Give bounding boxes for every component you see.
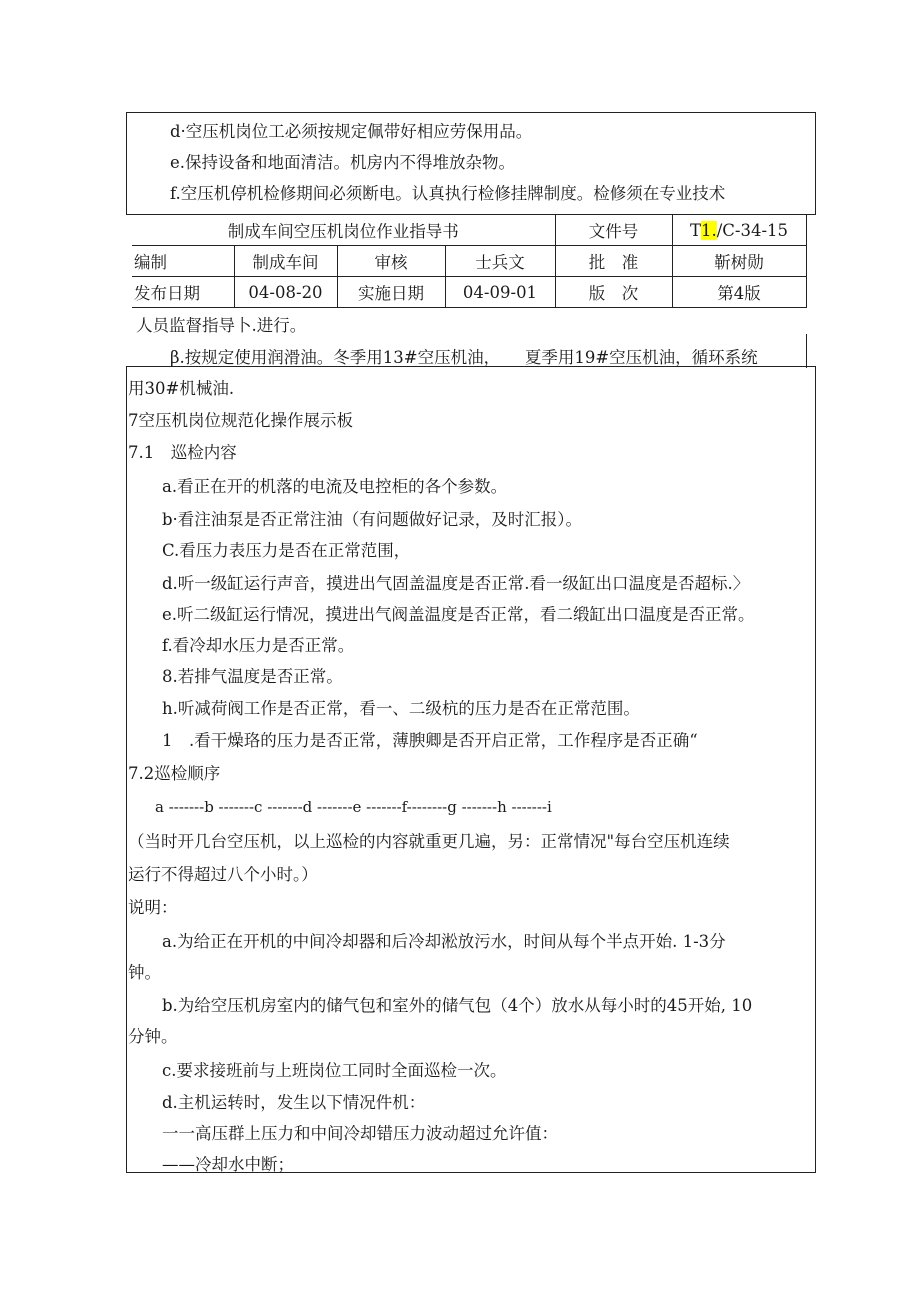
note-item-cont: 分钟。 bbox=[128, 1027, 178, 1046]
note-item: a.为给正在开机的中间冷却器和后冷却淞放污水，时间从每个半点开始. 1-3分 bbox=[162, 932, 726, 951]
value-reviewed: 士兵文 bbox=[445, 246, 555, 277]
note-item: b.为给空压机房室内的储气包和室外的储气包（4个）放水从每小时的45开始, 10 bbox=[162, 996, 753, 1015]
document-header-table bbox=[132, 214, 807, 308]
list-item: C.看压力表压力是否在正常范围， bbox=[162, 541, 411, 560]
label-effective-date: 实施日期 bbox=[337, 277, 445, 308]
list-item: f.看冷却水压力是否正常。 bbox=[162, 636, 355, 655]
continuation-line-2: β.按规定使用润滑油。冬季用13#空压机油， 夏季用19#空压机油，循环系统 bbox=[170, 348, 758, 367]
highlight-mark: 1. bbox=[700, 220, 717, 240]
notes-heading: 说明： bbox=[128, 898, 178, 917]
body-line: 运行不得超过八个小时。） bbox=[128, 865, 318, 884]
value-approved: 靳树勋 bbox=[672, 246, 806, 277]
list-item: 8.若排气温度是否正常。 bbox=[162, 667, 343, 686]
label-reviewed: 审核 bbox=[337, 246, 445, 277]
note-item: d.主机运转时，发生以下情况件机： bbox=[162, 1093, 426, 1112]
note-item: ——冷却水中断； bbox=[162, 1155, 294, 1174]
top-line-f: f.空压机停机检修期间必须断电。认真执行检修挂牌制度。检修须在专业技术 bbox=[170, 184, 726, 203]
value-version: 第4版 bbox=[672, 277, 806, 308]
list-item: b·看注油泵是否正常注油（有问题做好记录，及时汇报）。 bbox=[162, 510, 583, 529]
section-heading: 7空压机岗位规范化操作展示板 bbox=[128, 411, 353, 430]
note-item: c.要求接班前与上班岗位工同时全面巡检一次。 bbox=[162, 1061, 507, 1080]
divider bbox=[806, 334, 807, 368]
note-item-cont: 钟。 bbox=[128, 963, 161, 982]
body-line: （当时开几台空压机，以上巡检的内容就重更几遍，另：正常情况"每台空压机连续 bbox=[128, 832, 730, 851]
label-approved: 批 准 bbox=[555, 246, 672, 277]
value-prepared: 制成车间 bbox=[234, 246, 337, 277]
body-line: 用30#机械油. bbox=[128, 379, 235, 398]
top-line-d: d·空压机岗位工必须按规定佩带好相应劳保用品。 bbox=[170, 122, 533, 141]
note-item: 一一高压群上压力和中间冷却错压力波动超过允许值： bbox=[162, 1124, 558, 1143]
list-item: d.听一级缸运行声音，摸进出气固盖温度是否正常.看一级缸出口温度是否超标.〉 bbox=[162, 574, 750, 593]
list-item: h.听减荷阀工作是否正常，看一、二级杭的压力是否在正常范围。 bbox=[162, 699, 640, 718]
list-item: 1 .看干燥珞的压力是否正常，薄腴卿是否开启正常，工作程序是否正确“ bbox=[162, 731, 698, 750]
list-item: e.听二级缸运行情况，摸进出气阀盖温度是否正常，看二缎缸出口温度是否正常。 bbox=[162, 605, 755, 624]
inspection-sequence: a -------b -------c -------d -------e -------f--------g -------h -------i bbox=[155, 798, 552, 816]
subsection-heading: 7.1 巡检内容 bbox=[128, 443, 237, 462]
label-issue-date: 发布日期 bbox=[132, 277, 234, 308]
continuation-line-1: 人员监督指导卜.进行。 bbox=[136, 316, 307, 335]
value-effective-date: 04-09-01 bbox=[445, 277, 555, 308]
list-item: a.看正在开的机落的电流及电控柜的各个参数。 bbox=[162, 477, 508, 496]
label-prepared: 编制 bbox=[132, 246, 234, 277]
doc-no-label: 文件号 bbox=[555, 215, 672, 246]
subsection-heading: 7.2巡检顺序 bbox=[128, 764, 221, 783]
doc-no-value: T1./C-34-15 bbox=[672, 215, 806, 246]
top-line-e: e.保持设备和地面清洁。机房内不得堆放杂物。 bbox=[170, 153, 516, 172]
label-version: 版 次 bbox=[555, 277, 672, 308]
document-title: 制成车间空压机岗位作业指导书 bbox=[132, 215, 555, 246]
value-issue-date: 04-08-20 bbox=[234, 277, 337, 308]
